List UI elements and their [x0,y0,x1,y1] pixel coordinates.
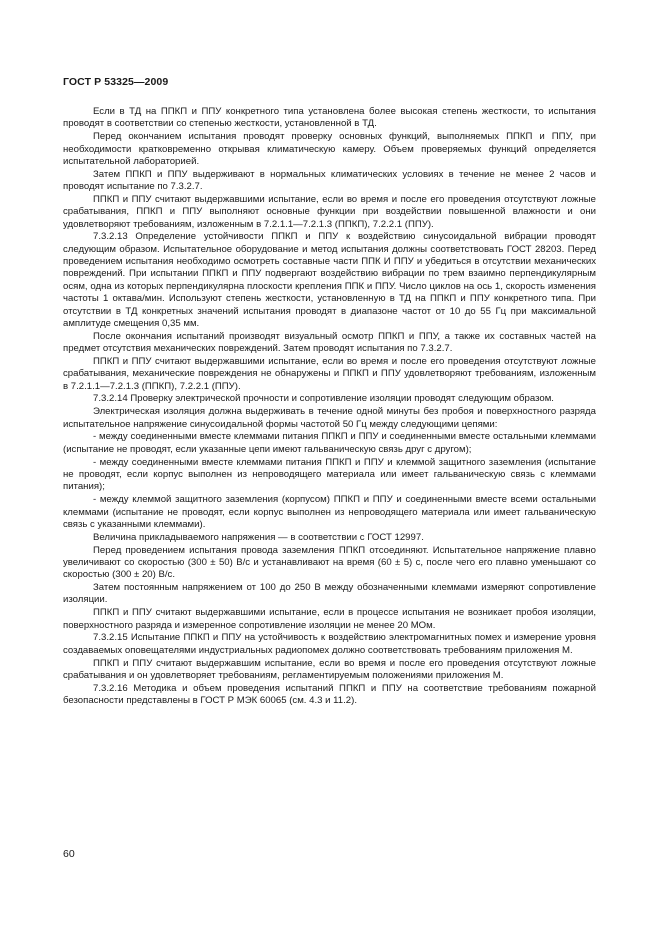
paragraph: Перед окончанием испытания проводят проверку основных функций, выполняемых ППКП и ППУ, при необходимости кратковременно открывая климатическую камеру. Объем проверяемых функций определяется испытательной лабораторией. [63,131,596,167]
document-body [63,106,596,708]
list-item: - между клеммой защитного заземления (корпусом) ППКП и ППУ и соединенными вместе всеми остальными клеммами (испытание не проводят, если корпус выполнен из непроводящего материала или имеет гальваническую связь с указанными клеммами). [63,494,596,530]
paragraph-7-3-2-16: 7.3.2.16 Методика и объем проведения испытаний ППКП и ППУ на соответствие требованиям пожарной безопасности представлены в ГОСТ Р МЭК 60065 (см. 4.3 и 11.2). [63,682,596,707]
paragraph: Если в ТД на ППКП и ППУ конкретного типа установлена более высокая степень жесткости, то испытания проводят в соответствии со степенью жесткости, установленной в ТД. [63,106,596,130]
paragraph: Перед проведением испытания провода заземления ППКП отсоединяют. Испытательное напряжение плавно увеличивают со скоростью (300 ± 50) В/с и устанавливают на время (60 ± 5) с, после чего его плавно уменьшают со скоростью (300 ± 20) В/с. [63,544,596,581]
paragraph: ППКП и ППУ считают выдержавшими испытание, если в процессе испытания не возникает пробоя изоляции, поверхностного разряда и измеренное сопротивление изоляции не менее 20 МОм. [63,607,596,631]
paragraph: ППКП и ППУ считают выдержавшими испытание, если во время и после его проведения отсутствуют ложные срабатывания, ППКП и ППУ выполняют основные функции при воздействии повышенной влажности и они удовлетворяют требованиям, изложенным в 7.2.1.1—7.2.1.3 (ППКП), 7.2.2.1 (ППУ). [63,193,596,230]
paragraph-7-3-2-13: 7.3.2.13 Определение устойчивости ППКП и ППУ к воздействию синусоидальной вибрации проводят следующим образом. Испытательное оборудование и метод испытания должны соответствовать ГОСТ 28203. Перед проведением испытания необходимо осмотреть составные части ППК И ППУ и убедиться в отсутствии механических повреждений. При испытании ППКП и ППУ подвергают воздействию вибрации по трем взаимно перпендикулярным осям, одна из которых перпендикулярна плоскости крепления ППК и ППУ. Число циклов на ось 1, скорость изменения частоты 1 октава/мин. Используют степень жесткости, установленную в ТД на ППКП и ППУ конкретного типа. При отсутствии в ТД конкретных значений испытания проводят в диапазоне частот от 10 до 55 Гц при максимальной амплитуде смещения 0,35 мм. [63,231,596,329]
paragraph: Затем ППКП и ППУ выдерживают в нормальных климатических условиях в течение не менее 2 часов и проводят испытание по 7.3.2.7. [63,168,596,193]
list-item: - между соединенными вместе клеммами питания ППКП и ППУ и клеммой защитного заземления (испытание не проводят, если корпус выполнен из непроводящего материала или имеет гальваническую связь с клеммами питания); [63,456,596,493]
paragraph: Затем постоянным напряжением от 100 до 250 В между обозначенными клеммами измеряют сопротивление изоляции. [63,582,596,606]
paragraph: После окончания испытаний производят визуальный осмотр ППКП и ППУ, а также их составных частей на предмет отсутствия механических повреждений. Затем проводят испытания по 7.3.2.7. [63,330,596,355]
paragraph-7-3-2-15: 7.3.2.15 Испытание ППКП и ППУ на устойчивость к воздействию электромагнитных помех и измерение уровня создаваемых оповещателями индустриальных радиопомех должно соответствовать требованиям приложения М. [63,632,596,656]
page-number: 60 [63,848,75,860]
document-header: ГОСТ Р 53325—2009 [63,76,169,88]
paragraph: Электрическая изоляция должна выдерживать в течение одной минуты без пробоя и поверхностного разряда испытательное напряжение синусоидальной формы частотой 50 Гц между следующими цепями: [63,406,596,430]
paragraph: Величина прикладываемого напряжения — в соответствии с ГОСТ 12997. [93,531,424,543]
paragraph: ППКП и ППУ считают выдержавшим испытание, если во время и после его проведения отсутствуют ложные срабатывания и он удовлетворяет требованиям, регламентируемым положениями приложения М. [63,657,596,681]
paragraph-7-3-2-14: 7.3.2.14 Проверку электрической прочности и сопротивление изоляции проводят следующим образом. [93,393,554,405]
paragraph: ППКП и ППУ считают выдержавшими испытание, если во время и после его проведения отсутствуют ложные срабатывания, механические повреждения не обнаружены и ППКП и ППУ удовлетворяют требованиям, изложенным в 7.2.1.1—7.2.1.3 (ППКП), 7.2.2.1 (ППУ). [63,355,596,392]
list-item: - между соединенными вместе клеммами питания ППКП и ППУ и соединенными вместе остальными клеммами (испытание не проводят, если указанные цепи имеют гальваническую связь друг с другом); [63,431,596,455]
